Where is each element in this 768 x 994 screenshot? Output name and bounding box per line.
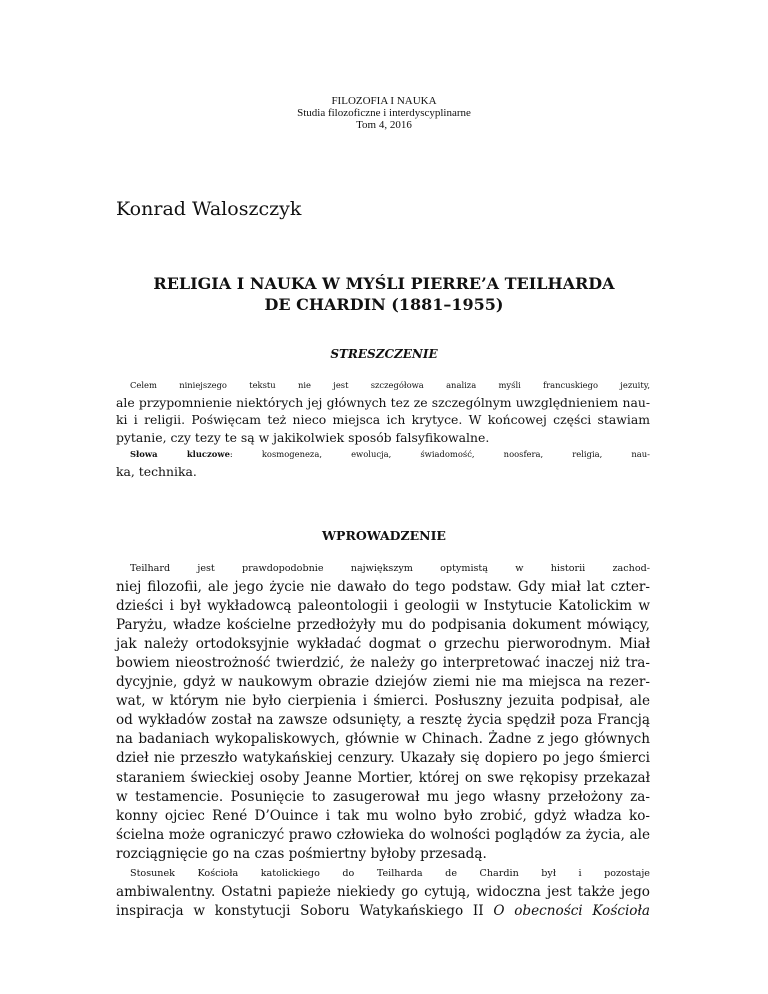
body-line: na badaniach wykopaliskowych, głównie w Chinach. Żadne z jego głównych	[116, 731, 650, 748]
abstract-line: ale przypomnienie niektórych jej głównych tez ze szczególnym uwzględnieniem nau-	[116, 395, 650, 411]
body-line: dzieści i był wykładowcą paleontologii i geologii w Instytucie Katolickim w	[116, 598, 650, 615]
body-line: w testamencie. Posunięcie to zasugerował mu jego własny przełożony za-	[116, 788, 650, 805]
body-line: ścielna może ograniczyć prawo człowieka do wolności poglądów za życia, ale	[116, 826, 650, 843]
paragraph-2	[116, 864, 650, 921]
abstract-line: ki i religii. Poświęcam też nieco miejsca ich krytyce. W końcowej części stawiam	[116, 412, 650, 428]
body-line: dzieł nie przeszło watykańskiej cenzury. Ukazały się dopiero po jego śmierci	[116, 750, 650, 767]
body-line: Teilhard jest prawdopodobnie największym optymistą w historii zachod-	[130, 563, 650, 574]
journal-header	[0, 95, 768, 131]
abstract-heading: STRESZCZENIE	[330, 347, 438, 361]
body-line: staraniem świeckiej osoby Jeanne Mortier, której on swe rękopisy przekazał	[116, 769, 650, 786]
body-line	[116, 902, 650, 921]
body-text	[116, 559, 650, 921]
keywords-line: ka, technika.	[116, 464, 197, 480]
section-heading: WPROWADZENIE	[322, 528, 446, 543]
journal-name: FILOZOFIA I NAUKA	[331, 95, 437, 107]
abstract-line: Celem niniejszego tekstu nie jest szczegółowa analiza myśli francuskiego jezuity,	[130, 380, 650, 390]
body-line: dycyjnie, gdyż w naukowym obrazie dziejów ziemi nie ma miejsca na rezer-	[116, 674, 650, 691]
author-name: Konrad Waloszczyk	[116, 198, 302, 220]
keywords-label: Słowa kluczowe	[130, 448, 230, 459]
body-line: od wykładów został na zawsze odsunięty, a resztę życia spędził poza Francją	[116, 712, 650, 729]
body-line: jak należy ortodoksyjnie wykładać dogmat o grzechu pierworodnym. Miał	[116, 636, 650, 653]
paragraph-1	[116, 559, 650, 864]
article-title	[0, 273, 768, 315]
body-line: rozciągnięcie go na czas pośmiertny byłoby przesadą.	[116, 845, 487, 862]
body-line: konny ojciec René D’Ouince i tak mu wolno było zrobić, gdyż władza ko-	[116, 807, 650, 824]
journal-subtitle: Studia filozoficzne i interdyscyplinarne	[297, 107, 471, 119]
keywords-line	[116, 446, 650, 463]
body-line: niej filozofii, ale jego życie nie dawało do tego podstaw. Gdy miał lat czter-	[116, 579, 650, 596]
body-line: Paryżu, władze kościelne przedłożyły mu do podpisania dokument mówiący,	[116, 617, 650, 634]
body-line: Stosunek Kościoła katolickiego do Teilharda de Chardin był i pozostaje	[130, 867, 650, 879]
abstract-block	[116, 377, 650, 480]
italic-title: O obecności Kościoła	[493, 902, 650, 919]
body-line: ambiwalentny. Ostatni papieże niekiedy go cytują, widoczna jest także jego	[116, 883, 650, 900]
title-line: RELIGIA I NAUKA W MYŚLI PIERRE’A TEILHARDA	[153, 274, 615, 293]
journal-volume: Tom 4, 2016	[356, 119, 412, 131]
keywords-text: : kosmogeneza, ewolucja, świadomość, noosfera, religia, nau-	[229, 448, 651, 459]
abstract-line: pytanie, czy tezy te są w jakikolwiek sposób falsyfikowalne.	[116, 429, 490, 445]
body-line: wat, w którym nie było cierpienia i śmierci. Posłuszny jezuita podpisał, ale	[116, 693, 650, 710]
body-line-text: inspiracja w konstytucji Soboru Watykańskiego II	[116, 902, 494, 919]
body-line: bowiem nieostrożność twierdzić, że należy go interpretować inaczej niż tra-	[116, 655, 650, 672]
title-line: DE CHARDIN (1881–1955)	[264, 295, 504, 314]
